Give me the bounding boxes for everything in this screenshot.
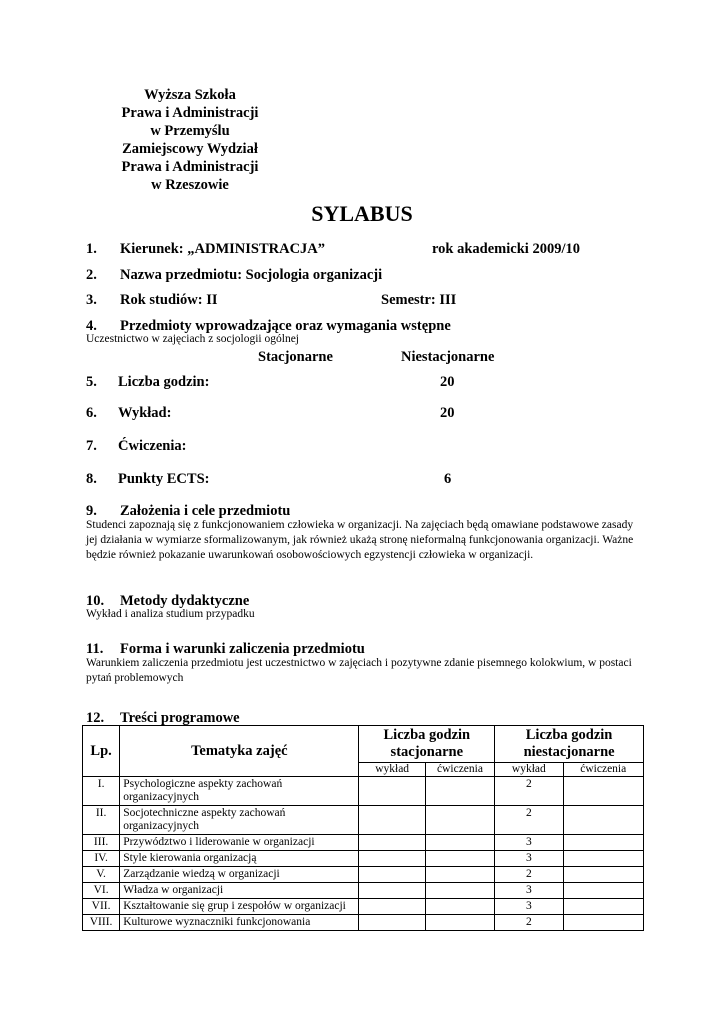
row-st-exercises: [425, 806, 494, 835]
section-6-label: Wykład:: [118, 405, 172, 421]
row-topic: Kulturowe wyznaczniki funkcjonowania: [120, 915, 359, 931]
section-9-label: Założenia i cele przedmiotu: [120, 503, 291, 519]
section-2-label: Nazwa przedmiotu: Socjologia organizacji: [120, 267, 383, 283]
section-6-number: 6.: [86, 405, 97, 421]
document-title: SYLABUS: [311, 201, 413, 226]
institution-line: w Rzeszowie: [151, 177, 229, 193]
row-ns-exercises: [563, 806, 643, 835]
row-st-lecture: [359, 867, 425, 883]
row-ns-exercises: [563, 883, 643, 899]
table-row: [83, 806, 644, 835]
header-nonstationary-exercises: ćwiczenia: [563, 763, 643, 777]
row-topic: Kształtowanie się grup i zespołów w organizacji: [120, 899, 359, 915]
row-ns-exercises: [563, 777, 643, 806]
row-ns-lecture: 3: [495, 835, 563, 851]
section-1-label: Kierunek: „ADMINISTRACJA”: [120, 241, 326, 257]
institution-line: w Przemyślu: [150, 123, 230, 139]
table-row: [83, 777, 644, 806]
section-12-label: Treści programowe: [120, 710, 240, 726]
row-lp: I.: [83, 777, 120, 806]
mode-stationary: Stacjonarne: [258, 349, 333, 365]
row-topic: Przywództwo i liderowanie w organizacji: [120, 835, 359, 851]
section-11-text: Warunkiem zaliczenia przedmiotu jest uczestnictwo w zajęciach i pozytywne zdanie pisemnego kolokwium, w postaci pytań problemowych: [86, 657, 632, 684]
row-st-lecture: [359, 806, 425, 835]
section-7-number: 7.: [86, 438, 97, 454]
row-topic: Style kierowania organizacją: [120, 851, 359, 867]
hours-value: 20: [440, 374, 455, 390]
table-row: [83, 851, 644, 867]
row-st-exercises: [425, 851, 494, 867]
row-ns-lecture: 3: [495, 899, 563, 915]
section-7-label: Ćwiczenia:: [118, 438, 187, 454]
lecture-value: 20: [440, 405, 455, 421]
row-topic: Psychologiczne aspekty zachowań organizacyjnych: [120, 777, 359, 806]
program-table: [82, 725, 644, 931]
row-st-lecture: [359, 899, 425, 915]
row-st-lecture: [359, 915, 425, 931]
row-ns-exercises: [563, 835, 643, 851]
table-row: [83, 899, 644, 915]
institution-line: Prawa i Administracji: [121, 159, 259, 175]
section-1-number: 1.: [86, 241, 97, 257]
row-st-lecture: [359, 777, 425, 806]
section-10-label: Metody dydaktyczne: [120, 593, 250, 609]
row-ns-lecture: 2: [495, 777, 563, 806]
semester: Semestr: III: [381, 292, 457, 308]
row-ns-exercises: [563, 851, 643, 867]
header-stationary: Liczba godzin stacjonarne: [359, 726, 495, 763]
row-ns-lecture: 2: [495, 915, 563, 931]
row-lp: VII.: [83, 899, 120, 915]
row-st-lecture: [359, 883, 425, 899]
section-12-number: 12.: [86, 710, 105, 726]
row-ns-exercises: [563, 915, 643, 931]
institution-line: Zamiejscowy Wydział: [122, 141, 258, 157]
row-st-exercises: [425, 867, 494, 883]
section-11-number: 11.: [86, 641, 104, 657]
section-8-label: Punkty ECTS:: [118, 471, 210, 487]
row-st-exercises: [425, 835, 494, 851]
section-4-label: Przedmioty wprowadzające oraz wymagania wstępne: [120, 318, 451, 334]
row-st-exercises: [425, 883, 494, 899]
row-lp: V.: [83, 867, 120, 883]
institution-line: Prawa i Administracji: [121, 105, 259, 121]
section-10-text: Wykład i analiza studium przypadku: [86, 608, 255, 620]
row-ns-lecture: 2: [495, 867, 563, 883]
header-nonstationary-lecture: wykład: [495, 763, 563, 777]
row-ns-lecture: 3: [495, 851, 563, 867]
section-9-number: 9.: [86, 503, 97, 519]
section-5-label: Liczba godzin:: [118, 374, 210, 390]
header-topic: Tematyka zajęć: [120, 726, 359, 777]
mode-nonstationary: Niestacjonarne: [401, 349, 495, 365]
row-st-exercises: [425, 899, 494, 915]
section-3-label: Rok studiów: II: [120, 292, 218, 308]
row-topic: Władza w organizacji: [120, 883, 359, 899]
section-4-number: 4.: [86, 318, 97, 334]
institution-header: [108, 86, 272, 194]
section-5-number: 5.: [86, 374, 97, 390]
row-st-exercises: [425, 777, 494, 806]
table-row: [83, 883, 644, 899]
row-topic: Zarządzanie wiedzą w organizacji: [120, 867, 359, 883]
row-lp: IV.: [83, 851, 120, 867]
row-st-lecture: [359, 835, 425, 851]
row-lp: VIII.: [83, 915, 120, 931]
row-lp: VI.: [83, 883, 120, 899]
header-lp: Lp.: [83, 726, 120, 777]
institution-line: Wyższa Szkoła: [144, 87, 236, 103]
section-8-number: 8.: [86, 471, 97, 487]
section-10-number: 10.: [86, 593, 105, 609]
section-4-text: Uczestnictwo w zajęciach z socjologii ogólnej: [86, 333, 299, 345]
header-stationary-lecture: wykład: [359, 763, 425, 777]
section-9-text: Studenci zapoznają się z funkcjonowaniem człowieka w organizacji. Na zajęciach będą omawiane podstawowe zasady jej działania w wymiarze sformalizowanym, jak również ukażą stronę nieformalną funkcjonowania organizacji. Ważne będzie również pokazanie uwarunkowań osobowościowych egzystencji człowieka w organizacji.: [86, 519, 634, 561]
header-nonstationary: Liczba godzin niestacjonarne: [495, 726, 644, 763]
header-stationary-exercises: ćwiczenia: [425, 763, 494, 777]
row-lp: II.: [83, 806, 120, 835]
section-2-number: 2.: [86, 267, 97, 283]
table-row: [83, 835, 644, 851]
ects-value: 6: [444, 471, 452, 487]
row-ns-lecture: 2: [495, 806, 563, 835]
row-ns-lecture: 3: [495, 883, 563, 899]
section-3-number: 3.: [86, 292, 97, 308]
row-st-lecture: [359, 851, 425, 867]
row-ns-exercises: [563, 899, 643, 915]
row-st-exercises: [425, 915, 494, 931]
academic-year: rok akademicki 2009/10: [432, 241, 580, 257]
section-11-label: Forma i warunki zaliczenia przedmiotu: [120, 641, 365, 657]
table-row: [83, 915, 644, 931]
row-topic: Socjotechniczne aspekty zachowań organizacyjnych: [120, 806, 359, 835]
row-lp: III.: [83, 835, 120, 851]
table-row: [83, 867, 644, 883]
row-ns-exercises: [563, 867, 643, 883]
